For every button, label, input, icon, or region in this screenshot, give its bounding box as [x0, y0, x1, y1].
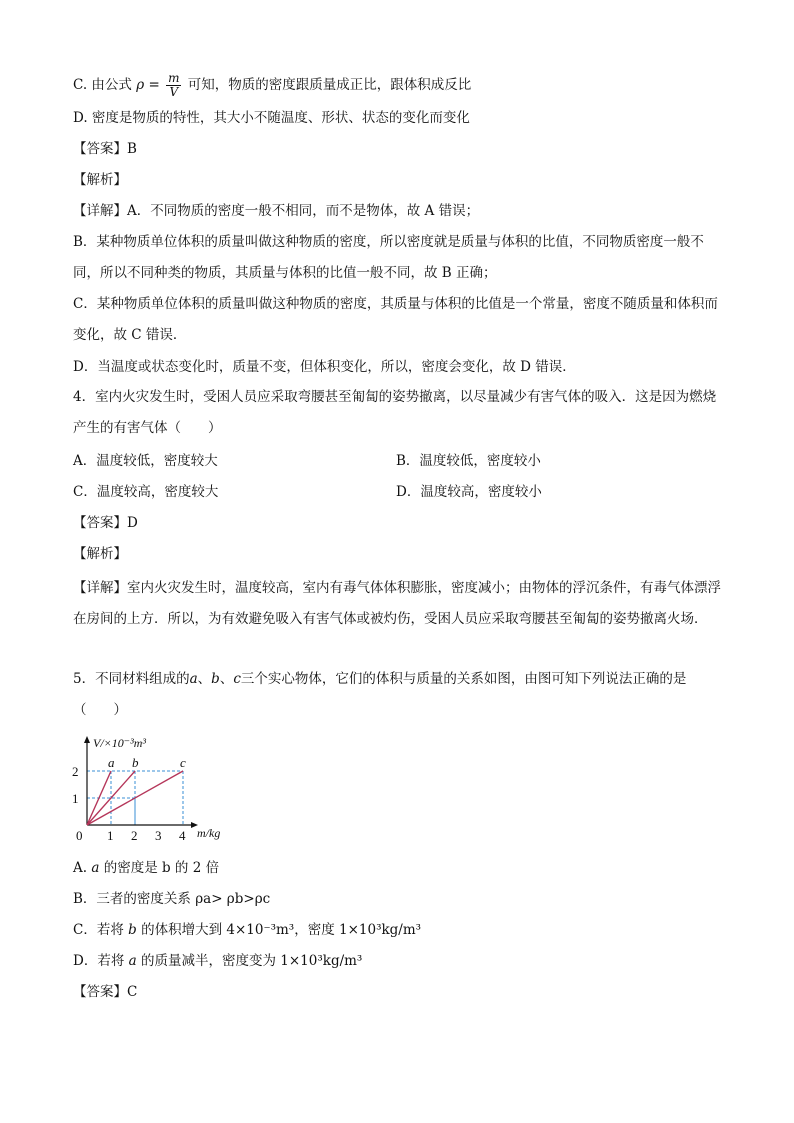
- formula-lhs: ρ =: [136, 77, 160, 93]
- analysis-3-tag: 【解析】: [73, 172, 127, 188]
- q4-option-d: D．温度较高，密度较小: [396, 484, 542, 500]
- y-axis-label: V/×10⁻³m³: [93, 736, 146, 750]
- q5-option-a: [73, 858, 219, 878]
- detail-tag: 【详解】: [73, 580, 127, 596]
- answer-tag: 【答案】: [73, 984, 127, 1000]
- answer-tag: 【答案】: [73, 515, 127, 531]
- volume-mass-chart: [70, 730, 240, 845]
- x-tick-label: 1: [107, 828, 114, 843]
- question-4-stem: 4．室内火灾发生时，受困人员应采取弯腰甚至匍匐的姿势撤离，以尽量减少有害气体的吸入．这是因为燃烧产生的有害气体（ ）: [73, 389, 717, 436]
- detail-3-d: D．当温度或状态变化时，质量不变，但体积变化，所以，密度会变化，故 D 错误．: [73, 359, 576, 375]
- q5-opt-d-rest: 的质量减半，密度变为 1×10³kg/m³: [136, 953, 363, 969]
- option-c-suffix: 可知，物质的密度跟质量成正比，跟体积成反比: [187, 77, 472, 93]
- q5-opt-d-var: a: [128, 953, 137, 969]
- q5-var-c: c: [233, 671, 241, 687]
- answer-value: B: [127, 141, 137, 157]
- q5-opt-a-prefix: A.: [73, 860, 92, 876]
- x-tick-label: 3: [155, 828, 162, 843]
- formula-numerator: m: [168, 71, 180, 85]
- series-label-a: a: [108, 755, 115, 770]
- answer-3: [73, 139, 137, 159]
- detail-tag: 【详解】: [73, 203, 127, 219]
- x-tick-label: 2: [131, 828, 138, 843]
- series-label-b: b: [132, 755, 139, 770]
- q4-option-b: B．温度较低，密度较小: [396, 453, 541, 469]
- detail-4-text: 室内火灾发生时，温度较高，室内有毒气体体积膨胀，密度减小；由物体的浮沉条件，有毒气体漂浮在房间的上方．所以，为有效避免吸入有害气体或被灼伤，受困人员应采取弯腰甚至匍匐的姿势撤离火场．: [73, 580, 721, 627]
- detail-4: [73, 573, 723, 635]
- q5-option-c: [73, 920, 421, 940]
- q5-suffix: 三个实心物体，它们的体积与质量的关系如图，由图可知下列说法正确的是: [240, 671, 687, 687]
- answer-value: D: [127, 515, 138, 531]
- y-tick-label: 1: [72, 791, 79, 806]
- x-tick-label: 4: [179, 828, 186, 843]
- formula-denominator: V: [169, 85, 179, 99]
- q5-sep: 、: [219, 671, 234, 687]
- detail-3-a-text: A．不同物质的密度一般不相同，而不是物体，故 A 错误；: [127, 203, 480, 219]
- question-5-paren: （ ）: [73, 702, 127, 718]
- q4-option-c: C．温度较高，密度较大: [73, 484, 219, 500]
- analysis-4-tag: 【解析】: [73, 546, 127, 562]
- y-tick-label: 2: [72, 764, 79, 779]
- question-5-stem: [73, 669, 686, 689]
- detail-3-b: B．某种物质单位体积的质量叫做这种物质的密度，所以密度就是质量与体积的比值，不同物质密度一般不同，所以不同种类的物质，其质量与体积的比值一般不同，故 B 正确；: [73, 234, 704, 281]
- option-c-formula-line: [73, 72, 471, 99]
- answer-5: [73, 982, 137, 1002]
- x-axis-label: m/kg: [197, 826, 221, 840]
- x-tick-label: 0: [76, 828, 83, 843]
- option-c-prefix: C. 由公式: [73, 77, 132, 93]
- q5-option-b: B．三者的密度关系 ρa> ρb>ρc: [73, 891, 271, 907]
- answer-4: [73, 513, 138, 533]
- q5-var-b: b: [211, 671, 220, 687]
- q5-opt-c-var: b: [128, 922, 137, 938]
- detail-3-a: [73, 201, 479, 221]
- q5-opt-d-prefix: D．若将: [73, 953, 129, 969]
- q5-opt-c-prefix: C．若将: [73, 922, 129, 938]
- answer-value: C: [127, 984, 138, 1000]
- q4-option-a: A．温度较低，密度较大: [73, 453, 218, 469]
- q5-opt-a-var: a: [91, 860, 100, 876]
- series-label-c: c: [180, 755, 186, 770]
- q5-sep: 、: [197, 671, 212, 687]
- formula-fraction: [166, 72, 181, 99]
- q5-option-d: [73, 951, 362, 971]
- y-axis-arrow: [84, 736, 90, 743]
- option-d: D. 密度是物质的特性，其大小不随温度、形状、状态的变化而变化: [73, 110, 470, 126]
- q5-var-a: a: [189, 671, 198, 687]
- q5-prefix: 5．不同材料组成的: [73, 671, 190, 687]
- q5-opt-a-rest: 的密度是 b 的 2 倍: [99, 860, 220, 876]
- q5-opt-c-rest: 的体积增大到 4×10⁻³m³，密度 1×10³kg/m³: [136, 922, 422, 938]
- detail-3-c: C．某种物质单位体积的质量叫做这种物质的密度，其质量与体积的比值是一个常量，密度不随质量和体积而变化，故 C 错误．: [73, 296, 718, 343]
- answer-tag: 【答案】: [73, 141, 127, 157]
